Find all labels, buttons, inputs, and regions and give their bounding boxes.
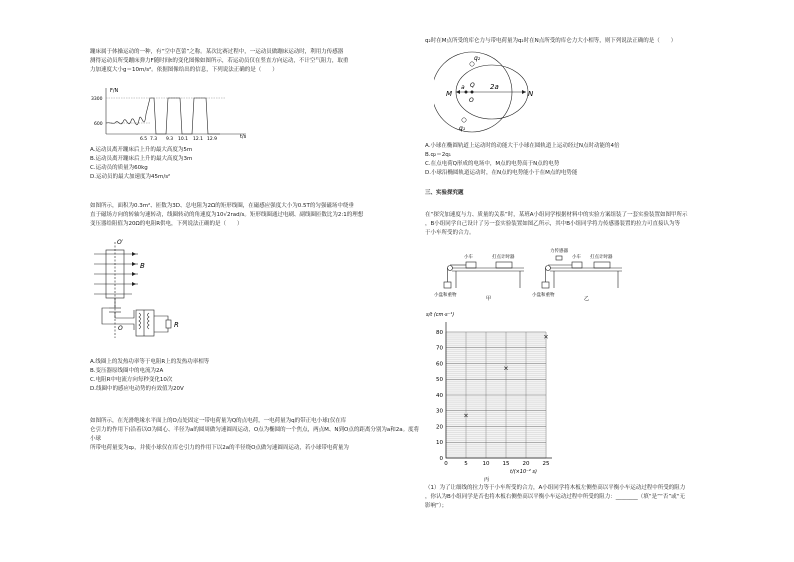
q3-text	[90, 417, 420, 453]
q1-xtick: 10.1	[178, 137, 189, 140]
q4-sub1-line: ，你认为B小组同学是否也将木板右侧垫高以平衡小车运动过程中所受的阻力：________（填“是”“否”或“无	[425, 494, 686, 500]
q2-line: 如图所示，面积为0.3m²、匝数为3D、总电阻为2Ω的矩形线圈，在磁感应强度大小为0.5T的匀强磁场中绕垂	[90, 203, 354, 209]
x-tick-label: 0	[444, 461, 448, 467]
q1-text	[90, 48, 420, 75]
x-tick-label: 5	[464, 461, 468, 467]
q2-text	[90, 202, 420, 229]
q3-line: 所带电荷量变为q₂，并使小球仅在库仑引力的作用下以2a的半径绕O点做匀速圆周运动，若小球带电荷量为	[90, 445, 349, 451]
q1-option: B.运动员离开蹦床后上升的最大高度为3m	[90, 156, 193, 162]
q2-line: 直于磁场方向的转轴匀速转动，线圈转动的角速度为10√2rad/s。矩形线圈通过电刷、副线圈匝数比为2:1的理想	[90, 212, 364, 218]
q4-setup-label: 小盘和重物	[434, 293, 457, 298]
q2-label: B	[140, 262, 145, 270]
q3-label: M	[446, 90, 453, 98]
q4-chart-ylabel: s/t (cm·s⁻¹)	[426, 312, 455, 318]
q3-option: C.在点电荷Q形成的电场中，M点的电势高于N点的电势	[425, 161, 560, 167]
q4-sub1-line: 影响”）；	[425, 503, 448, 509]
q4-setup-label: 打点计时器	[492, 255, 515, 260]
q4-line: ，B小组同学自己设计了另一套实验装置如图乙所示，其中B小组同学将力传感器装置的拉力可直接认为等	[425, 221, 681, 227]
y-tick-label: 30	[436, 408, 443, 415]
q1-xtick: 9.3	[166, 137, 174, 140]
q3-label: q₁	[459, 125, 466, 132]
q4-chart-grid	[446, 322, 552, 458]
q4-line: 在“探究加速度与力、质量的关系”时，某班A小组同学根据材料中的实验方案组装了一套实验装置如图甲所示	[425, 212, 688, 218]
q2-label: O′	[117, 239, 124, 246]
q1-option: D.运动员的最大加速度为45m/s²	[90, 174, 171, 180]
q4-setup-label: 打点计时器	[590, 255, 613, 260]
q3-line: 仑引力的作用下)沿着以O为圆心、半径为a的圆周做匀速圆周运动，O点为椭圆的一个焦点，两点M、N到O点的距离分别为a和2a。度将小球	[90, 427, 420, 442]
q2-option: A.线圈上的发热功率等于电阻R上的发热功率相等	[90, 359, 210, 365]
q4-text	[425, 211, 770, 238]
q2-option: B.变压器原线圈中的电流为2A	[90, 368, 164, 374]
y-tick-label: 60	[436, 361, 443, 368]
q4-setup-label: 小车	[464, 255, 473, 260]
y-tick-label: 40	[436, 392, 443, 399]
q1-line: 蹦床属于体操运动的一种，有“空中芭蕾”之称。某次比赛过程中，一运动员做蹦床运动时，利用力传感器	[90, 49, 344, 55]
x-tick-label: 15	[502, 461, 510, 467]
q1-ytick: 600	[94, 122, 103, 127]
y-tick-label: 20	[436, 424, 443, 431]
q4-setup-label: 力传感器	[550, 249, 568, 254]
q2-label: R	[174, 321, 179, 329]
x-tick-label: 10	[482, 461, 490, 467]
q3-label: q₂	[474, 55, 481, 62]
x-tick-label: 25	[542, 461, 550, 467]
q2-line: 变压器给阻值为20Ω的电阻R供电，下列说法正确的是（ ）	[90, 221, 243, 227]
q3-label: N	[528, 90, 534, 98]
y-tick-label: 70	[436, 345, 443, 352]
y-tick-label: 80	[436, 329, 443, 336]
q3-option: D.小球沿椭圆轨道运动时，在N点的电势能小于在M点的电势能	[425, 170, 578, 176]
q1-options	[90, 146, 390, 182]
q3-line: 如图所示，在光滑绝缘水平面上的O点处固定一带电荷量为Q的点电荷，一电荷量为q的带正电小球(仅在库	[90, 418, 347, 424]
q4-chart-caption: 丙	[484, 477, 490, 483]
q1-option: C.运动员的质量为60kg	[90, 165, 148, 171]
x-tick-label: 20	[522, 461, 530, 467]
q3-orbit-figure	[434, 48, 544, 134]
q1-xtick: 7.3	[150, 137, 158, 140]
q4-setup-label: 小盘和重物	[532, 293, 555, 298]
q4-chart-ticks	[436, 330, 550, 467]
q4-setup-figure	[432, 240, 632, 302]
q1-xtick: 12.9	[207, 137, 218, 140]
q2-generator-figure	[92, 238, 202, 348]
q3-options	[425, 142, 755, 178]
q1-option: A.运动员离开蹦床后上升的最大高度为5m	[90, 147, 193, 153]
q1-xtick: 12.1	[193, 137, 204, 140]
q1-ylabel: F/N	[110, 88, 119, 94]
y-tick-label: 50	[436, 377, 443, 384]
q2-option: D.线圈中的感应电动势的有效值为20V	[90, 386, 184, 392]
y-tick-label: 0	[439, 455, 443, 462]
q1-line: 力加速度大小g＝10m/s²。依据图像给出的信息，下列说法正确的是（ ）	[90, 67, 278, 73]
q2-label: O	[118, 325, 123, 332]
q1-force-trace	[106, 98, 220, 134]
q3-label: O	[469, 97, 474, 104]
q4-setup-caption: 甲	[486, 296, 492, 302]
q4-setup-label: 小车	[572, 255, 581, 260]
q1-xlabel: t/s	[240, 134, 247, 140]
q3-option: B.q₂＝2q₁	[425, 152, 451, 158]
q1-line: 测得运动员所受蹦床弹力F随时间t的变化图像如图所示，若运动员仅在竖直方向运动，不计空气阻力，取重	[90, 58, 349, 64]
q2-options	[90, 358, 390, 394]
q3-option: A.小球在椭圆轨道上运动时的动能大于小球在圆轨道上运动经过N点时动能的4倍	[425, 143, 620, 149]
section-title: 三、实验探究题	[425, 190, 464, 196]
q1-ytick: 3300	[91, 97, 103, 102]
q4-line: 于小车所受的合力。	[425, 230, 475, 236]
y-tick-label: 10	[436, 440, 443, 447]
q4-chart-xlabel: t/(×10⁻² s)	[510, 469, 537, 475]
q3-label: 2a	[490, 83, 499, 91]
q4-setup-caption: 乙	[584, 296, 590, 302]
q1-force-chart	[90, 84, 250, 140]
q4-sub1-line: （1）为了让细线的拉力等于小车所受的合力，A小组同学将木板左侧垫高以平衡小车运动过程中所受的阻力	[425, 485, 686, 491]
q3-continuation: q₂时在M点所受的库仑力与带电荷量为q₂时在N点所受的库仑力大小相等，则下列说法正确的是（ ）	[425, 38, 677, 44]
q4-sub1	[425, 484, 770, 511]
q1-xtick: 6.5	[140, 137, 148, 140]
q3-label: Q	[470, 82, 475, 89]
q4-scatter-chart	[424, 308, 554, 484]
q2-option: C.电阻R中电流方向每秒变化10次	[90, 377, 173, 383]
q3-label: a	[461, 84, 465, 91]
